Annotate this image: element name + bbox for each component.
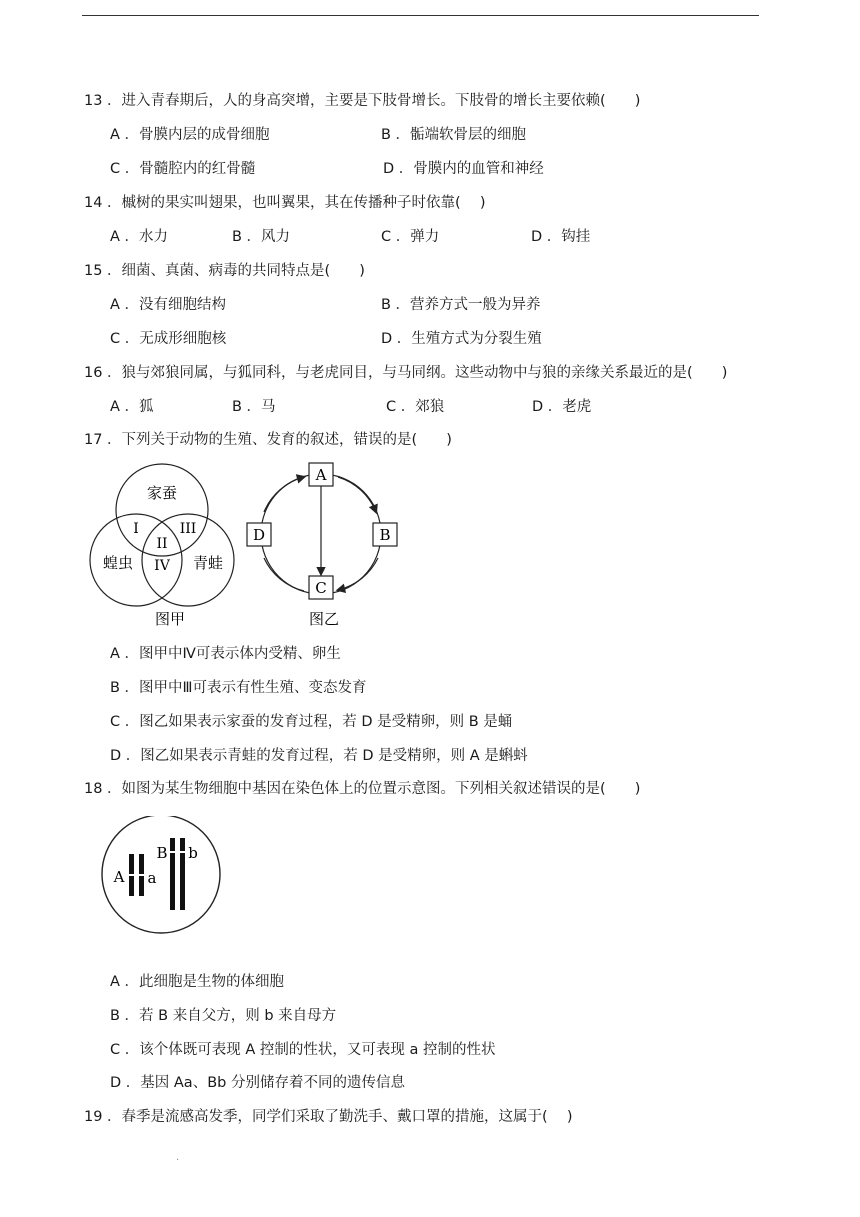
gene-label-b-dominant: B — [156, 844, 168, 862]
q16-option-c: C ．郊狼 — [386, 399, 445, 415]
cycle-diagram — [240, 460, 410, 630]
q17-option-c: C ．图乙如果表示家蚕的发育过程，若 D 是受精卵，则 B 是蛹 — [110, 714, 513, 730]
venn-label-frog: 青蛙 — [192, 554, 224, 572]
stage-label-c: C — [315, 579, 327, 597]
q17-stem: 17 ．下列关于动物的生殖、发育的叙述，错误的是( ) — [84, 432, 452, 448]
q15-option-c: C ．无成形细胞核 — [110, 331, 227, 347]
footer-mark: . — [176, 1152, 180, 1163]
q13-option-d: D ．骨膜内的血管和神经 — [383, 161, 544, 177]
q17-option-a: A ．图甲中Ⅳ可表示体内受精、卵生 — [110, 646, 341, 662]
stage-label-d: D — [252, 526, 266, 544]
q15-stem: 15 ．细菌、真菌、病毒的共同特点是( ) — [84, 263, 365, 279]
venn-region-ii: II — [156, 536, 168, 552]
q13-option-c: C ．骨髓腔内的红骨髓 — [110, 161, 256, 177]
q15-option-a: A ．没有细胞结构 — [110, 297, 227, 313]
q18-option-d: D ．基因 Aa、Bb 分别储存着不同的遗传信息 — [110, 1075, 405, 1091]
q14-option-d: D ．钩挂 — [531, 229, 591, 245]
arrow-b-to-c — [338, 558, 378, 590]
arc-c-to-d — [264, 558, 304, 591]
stage-label-b: B — [379, 526, 391, 544]
venn-caption: 图甲 — [154, 610, 186, 628]
q18-option-b: B ．若 B 来自父方，则 b 来自母方 — [110, 1008, 337, 1024]
venn-region-iii: III — [179, 521, 197, 537]
q16-option-a: A ．狐 — [110, 399, 154, 415]
q16-stem: 16 ．狼与郊狼同属，与狐同科，与老虎同目，与马同纲。这些动物中与狼的亲缘关系最近的是( ) — [84, 365, 728, 381]
q13-stem: 13 ．进入青春期后，人的身高突增，主要是下肢骨增长。下肢骨的增长主要依赖( ) — [84, 93, 641, 109]
cell-chromosome-diagram — [100, 816, 224, 936]
q13-option-a: A ．骨膜内层的成骨细胞 — [110, 127, 270, 143]
gene-label-a-recessive: a — [147, 869, 157, 887]
arrow-a-to-b — [338, 477, 376, 512]
venn-label-silkworm: 家蚕 — [146, 484, 178, 502]
venn-diagram — [82, 460, 242, 630]
q18-stem: 18 ．如图为某生物细胞中基因在染色体上的位置示意图。下列相关叙述错误的是( ) — [84, 781, 641, 797]
arrow-d-to-a — [264, 477, 304, 512]
q18-option-c: C ．该个体既可表现 A 控制的性状，又可表现 a 控制的性状 — [110, 1042, 496, 1058]
venn-region-iv: IV — [154, 558, 170, 574]
q17-option-b: B ．图甲中Ⅲ可表示有性生殖、变态发育 — [110, 680, 367, 696]
q18-option-a: A ．此细胞是生物的体细胞 — [110, 974, 285, 990]
cycle-caption: 图乙 — [308, 610, 340, 628]
stage-label-a: A — [315, 466, 327, 484]
q14-option-a: A ．水力 — [110, 229, 169, 245]
q14-option-c: C ．弹力 — [381, 229, 440, 245]
gene-label-b-recessive: b — [188, 844, 198, 862]
q15-option-b: B ．营养方式一般为异养 — [381, 297, 541, 313]
q15-option-d: D ．生殖方式为分裂生殖 — [381, 331, 542, 347]
gene-label-a-dominant: A — [113, 868, 125, 886]
chromosome-long-left — [170, 838, 175, 910]
q14-option-b: B ．风力 — [232, 229, 291, 245]
q14-stem: 14 ．槭树的果实叫翅果，也叫翼果，其在传播种子时依靠( ) — [84, 195, 486, 211]
venn-region-i: I — [133, 521, 139, 537]
q13-option-b: B ．骺端软骨层的细胞 — [381, 127, 527, 143]
q17-option-d: D ．图乙如果表示青蛙的发育过程，若 D 是受精卵，则 A 是蝌蚪 — [110, 748, 528, 764]
header-rule — [82, 15, 759, 16]
chromosome-long-right — [180, 838, 185, 910]
venn-label-locust: 蝗虫 — [102, 554, 134, 572]
q16-option-b: B ．马 — [232, 399, 276, 415]
q19-stem: 19 ．春季是流感高发季，同学们采取了勤洗手、戴口罩的措施，这属于( ) — [84, 1109, 573, 1125]
q16-option-d: D ．老虎 — [532, 399, 592, 415]
